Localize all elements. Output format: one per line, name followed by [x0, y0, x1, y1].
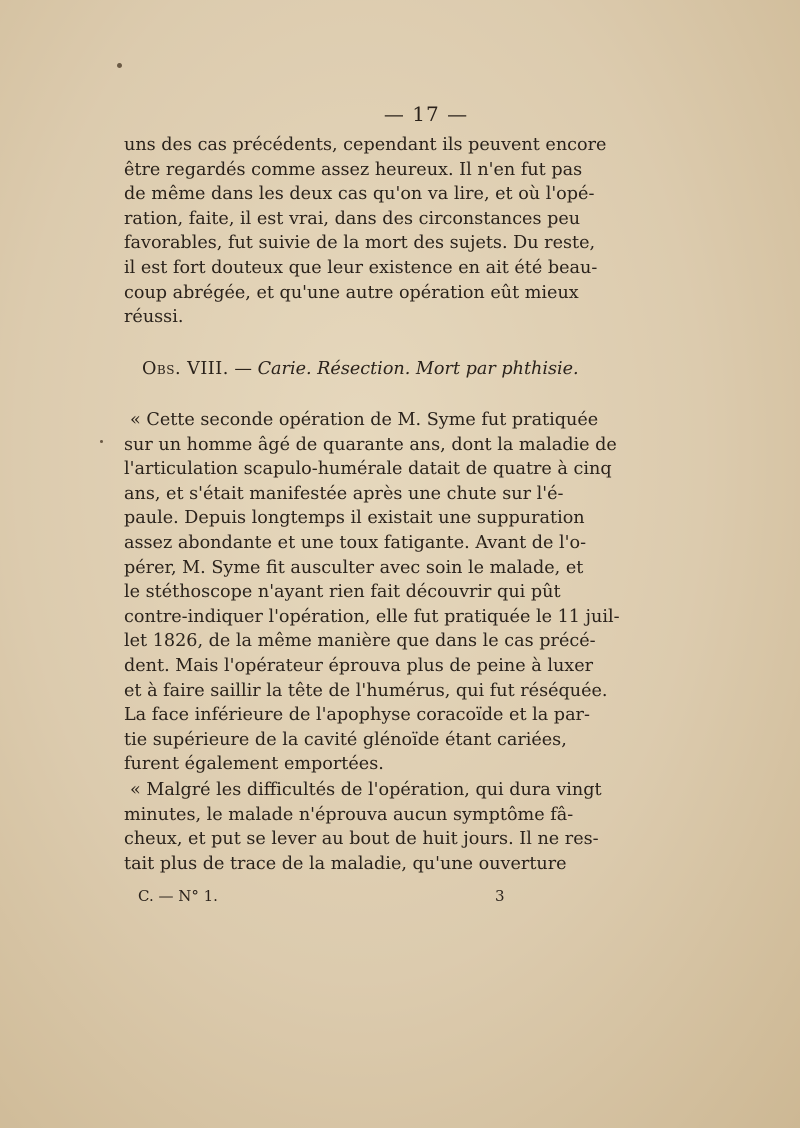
text-line: ration, faite, il est vrai, dans des circonstances peu — [124, 208, 581, 229]
text-line: l'articulation scapulo-humérale datait de quatre à cinq — [124, 459, 612, 480]
text-line: furent également emportées. — [124, 754, 384, 775]
text-line: favorables, fut suivie de la mort des sujets. Du reste, — [124, 233, 596, 254]
text-line: tie supérieure de la cavité glénoïde étant cariées, — [124, 729, 567, 750]
text-line: pérer, M. Syme fit ausculter avec soin le malade, et — [124, 557, 584, 578]
paper-speck — [100, 440, 103, 443]
text-line: paule. Depuis longtemps il existait une suppuration — [124, 508, 585, 529]
text-line: assez abondante et une toux fatigante. Avant de l'o- — [124, 532, 587, 553]
signature-mark: C. — N° 1. — [138, 887, 218, 905]
text-line: ans, et s'était manifestée après une chute sur l'é- — [124, 483, 564, 504]
text-line: La face inférieure de l'apophyse coracoïde et la par- — [124, 705, 590, 726]
text-line: cheux, et put se lever au bout de huit jours. Il ne res- — [124, 829, 599, 850]
text-line: et à faire saillir la tête de l'humérus, qui fut réséquée. — [124, 680, 608, 701]
text-line: être regardés comme assez heureux. Il n'en fut pas — [124, 159, 583, 180]
text-line: coup abrégée, et qu'une autre opération eût mieux — [124, 282, 579, 303]
text-line: réussi. — [124, 307, 184, 328]
sheet-number: 3 — [495, 887, 505, 905]
paragraph-continuation — [124, 133, 607, 330]
text-line: uns des cas précédents, cependant ils peuvent encore — [124, 135, 607, 155]
text-line: let 1826, de la même manière que dans le cas précé- — [124, 631, 596, 652]
text-line: minutes, le malade n'éprouva aucun symptôme fâ- — [124, 804, 574, 825]
observation-title: Carie. Résection. Mort par phthisie. — [257, 359, 579, 379]
text-line: dent. Mais l'opérateur éprouva plus de peine à luxer — [124, 655, 594, 676]
text-line: « Cette seconde opération de M. Syme fut pratiquée — [130, 410, 599, 430]
text-line: il est fort douteux que leur existence en ait été beau- — [124, 257, 598, 278]
text-line: le stéthoscope n'ayant rien fait découvrir qui pût — [124, 582, 561, 603]
paragraph-case-outcome — [124, 778, 602, 876]
page-number: — 17 — — [383, 102, 469, 126]
observation-dash: — — [228, 359, 258, 379]
text-line: « Malgré les difficultés de l'opération, qui dura vingt — [130, 780, 602, 800]
paragraph-case-description — [124, 408, 620, 777]
text-line: tait plus de trace de la maladie, qu'une ouverture — [124, 853, 567, 874]
text-line: sur un homme âgé de quarante ans, dont la maladie de — [124, 434, 617, 455]
observation-heading — [142, 357, 579, 381]
observation-label: Obs. VIII. — [142, 359, 229, 379]
text-line: contre-indiquer l'opération, elle fut pratiquée le 11 juil- — [124, 606, 620, 627]
text-line: de même dans les deux cas qu'on va lire, et où l'opé- — [124, 184, 595, 205]
paper-speck — [117, 63, 122, 68]
